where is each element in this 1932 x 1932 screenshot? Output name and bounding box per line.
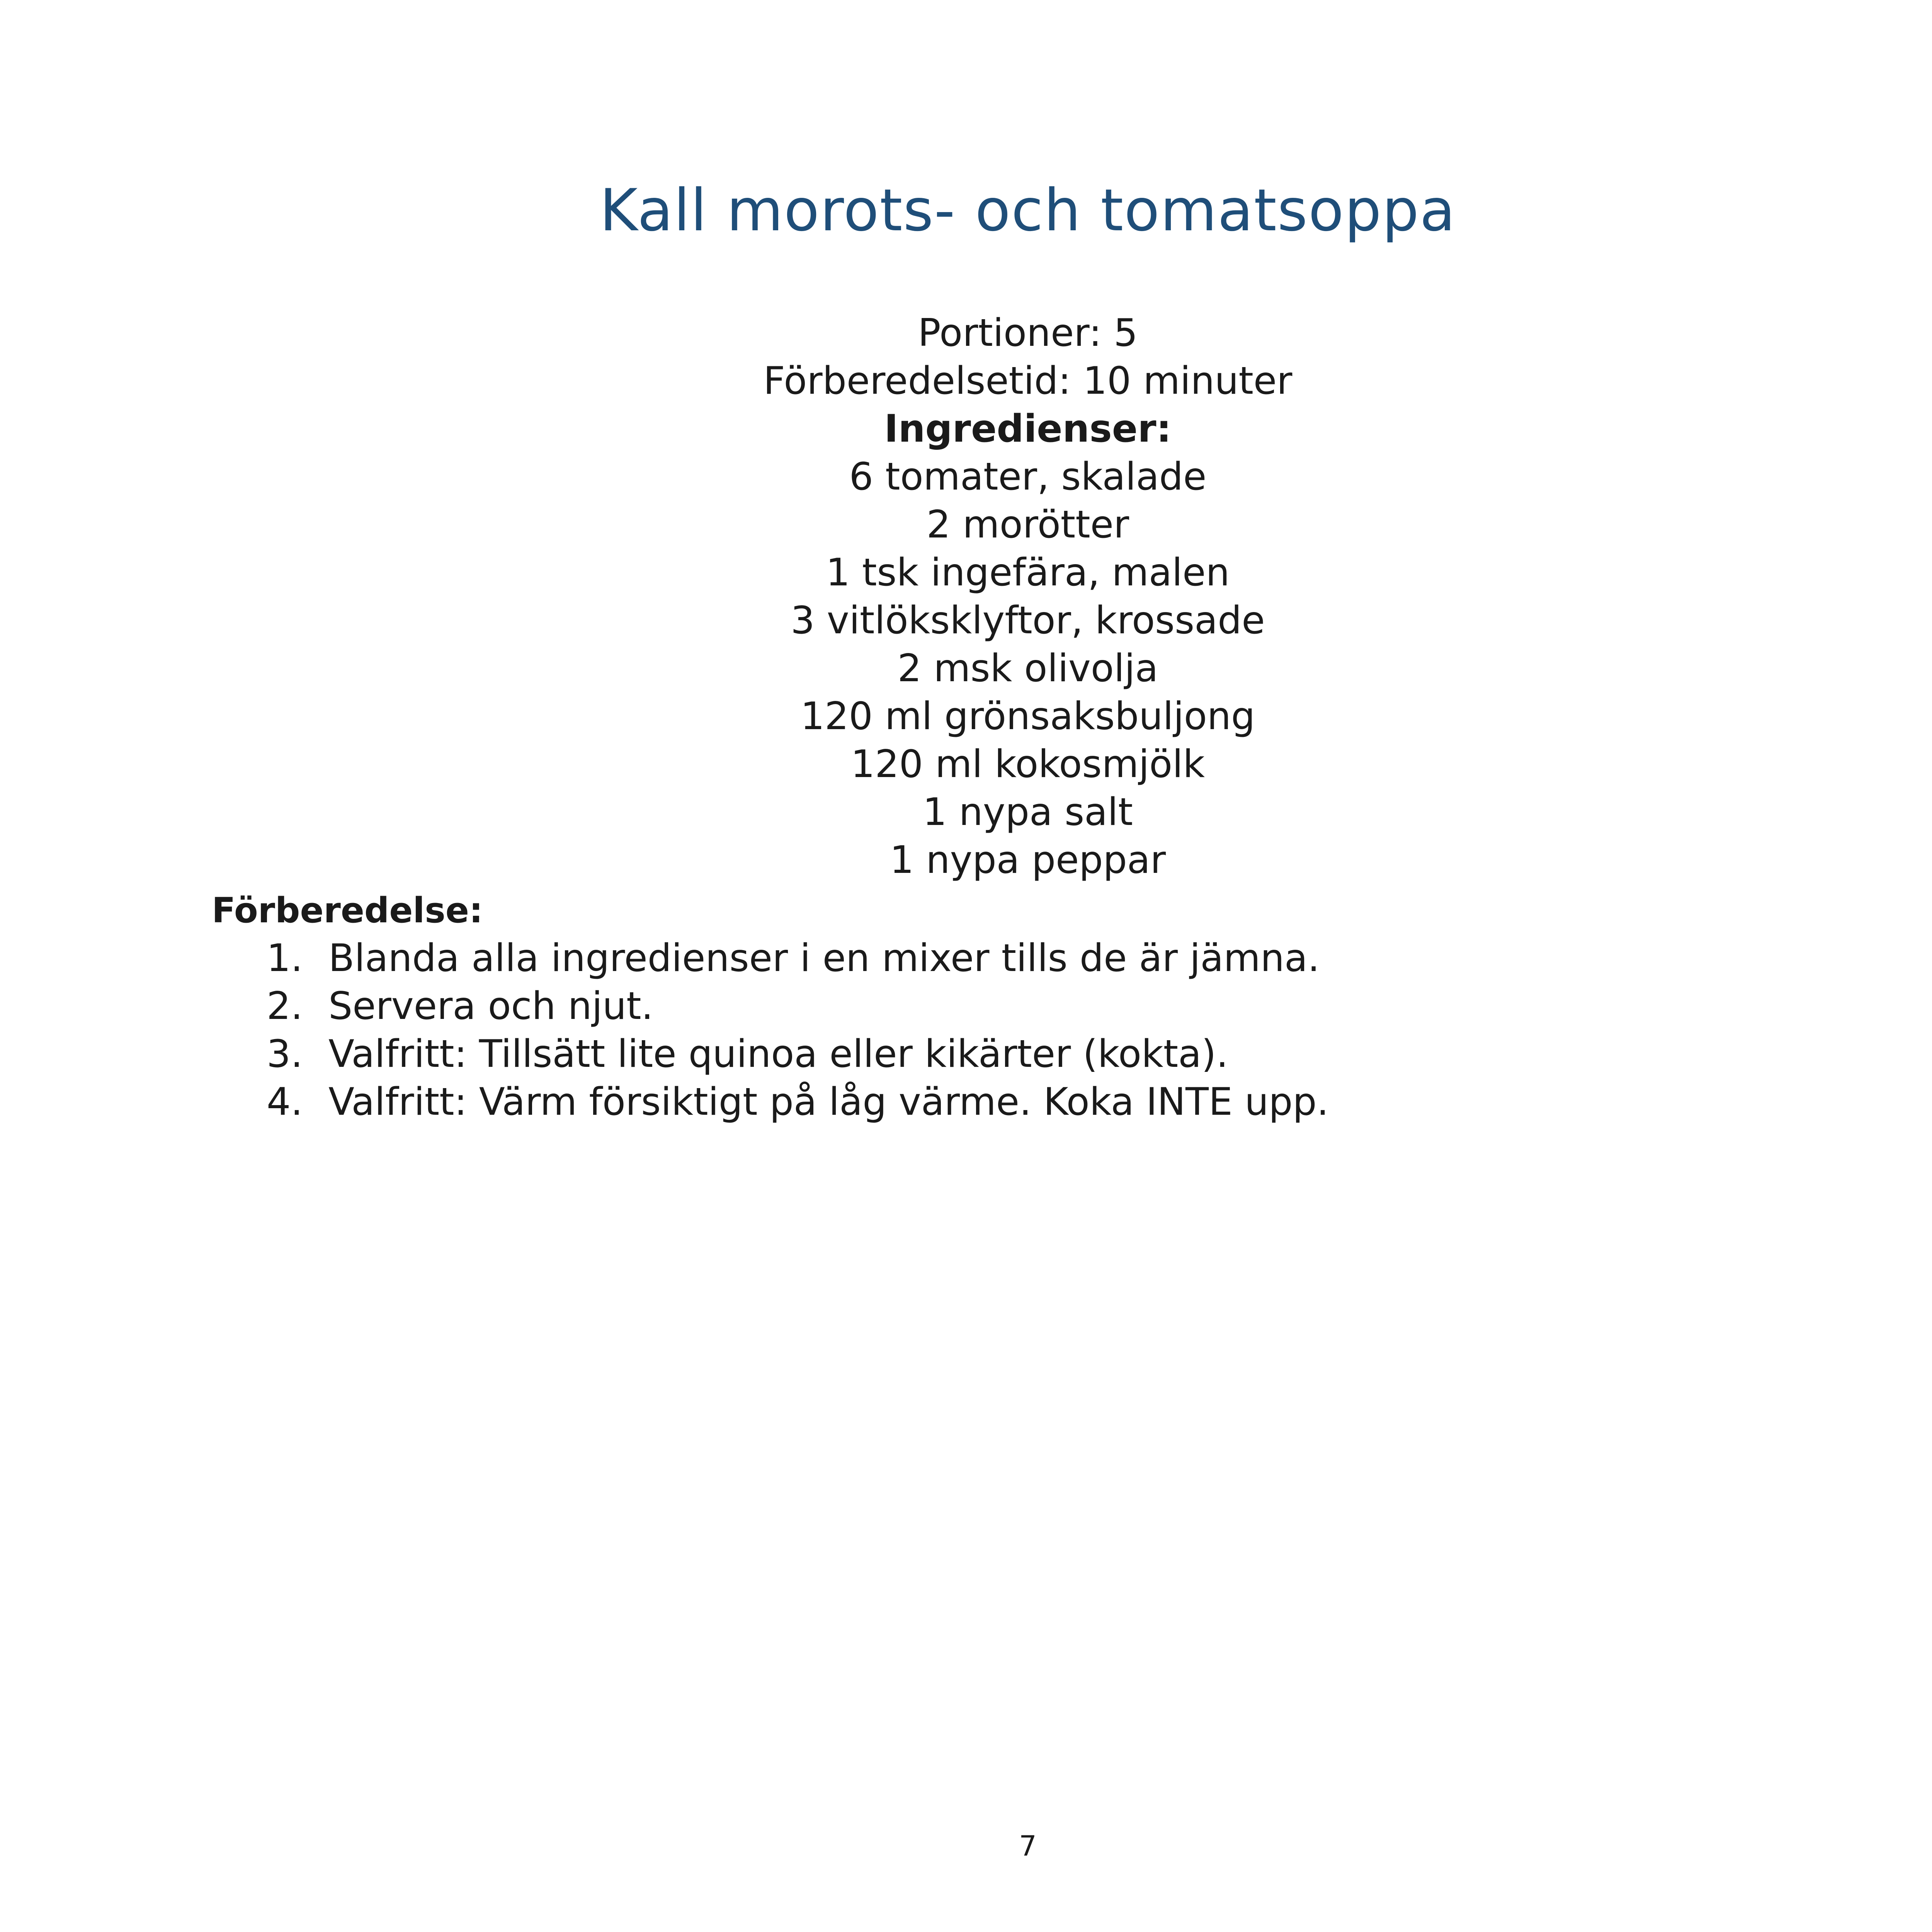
ingredient-item: 120 ml grönsaksbuljong	[800, 694, 1255, 738]
ingredients-heading: Ingredienser:	[884, 407, 1172, 451]
ingredient-item: 1 nypa salt	[923, 790, 1133, 834]
ingredient-item: 1 nypa peppar	[889, 838, 1166, 882]
step-number: 4.	[267, 1080, 303, 1124]
ingredient-item: 120 ml kokosmjölk	[850, 742, 1205, 786]
ingredient-item: 2 msk olivolja	[897, 646, 1158, 690]
step-item	[267, 1030, 1329, 1078]
preparation-steps	[267, 934, 1329, 1126]
ingredient-item: 3 vitlöksklyftor, krossade	[791, 599, 1265, 643]
preparation-heading: Förberedelse:	[212, 890, 483, 931]
step-number: 1.	[267, 936, 303, 980]
ingredient-item: 2 morötter	[926, 503, 1129, 547]
step-number: 3.	[267, 1032, 303, 1076]
step-number: 2.	[267, 984, 303, 1028]
ingredient-item: 6 tomater, skalade	[849, 455, 1207, 499]
recipe-info	[0, 309, 1932, 884]
page-number: 7	[1019, 1830, 1037, 1862]
ingredient-item: 1 tsk ingefära, malen	[826, 551, 1230, 595]
step-item	[267, 934, 1329, 982]
prep-time: Förberedelsetid: 10 minuter	[763, 359, 1293, 403]
step-text: Servera och njut.	[328, 984, 653, 1028]
step-text: Valfritt: Tillsätt lite quinoa eller kikärter (kokta).	[328, 1032, 1228, 1076]
recipe-title: Kall morots- och tomatsoppa	[599, 177, 1456, 244]
portions: Portioner: 5	[918, 311, 1138, 355]
step-item	[267, 982, 1329, 1030]
step-text: Blanda alla ingredienser i en mixer tills de är jämna.	[328, 936, 1320, 980]
step-text: Valfritt: Värm försiktigt på låg värme. Koka INTE upp.	[328, 1080, 1329, 1124]
step-item	[267, 1078, 1329, 1126]
